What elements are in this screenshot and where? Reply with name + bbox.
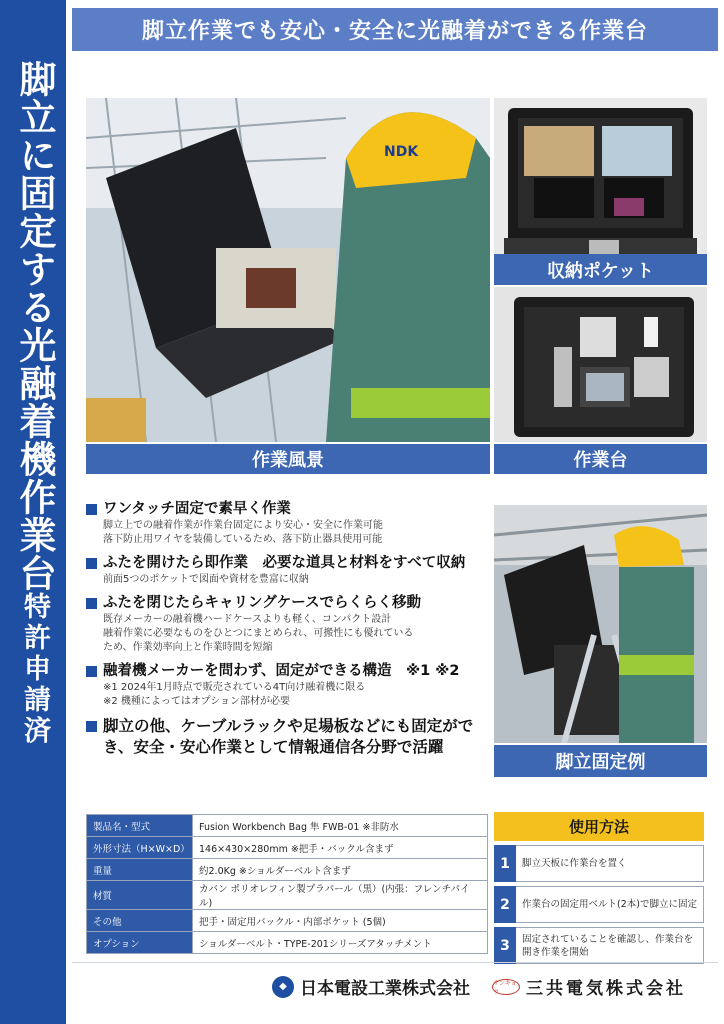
spec-key: 外形寸法（H×W×D） — [87, 837, 193, 859]
spec-value: 約2.0Kg ※ショルダーベルト含まず — [193, 859, 488, 881]
spec-key: 製品名・型式 — [87, 815, 193, 837]
usage-step — [494, 845, 704, 882]
feature-text: 既存メーカーの融着機ハードケースよりも軽く、コンパクト設計 — [103, 614, 392, 625]
spec-value: カバン ポリオレフィン製プラパール（黒）(内張：フレンチパイル) — [193, 881, 488, 910]
ndk-logo-icon: ◆ — [272, 976, 294, 998]
caption-work-table: 作業台 — [494, 444, 707, 474]
caption-storage-pocket: 収納ポケット — [494, 254, 707, 285]
step-text: 固定されていることを確認し、作業台を開き作業を開始 — [516, 927, 704, 964]
feature-item — [86, 662, 486, 709]
caption-work-scene: 作業風景 — [86, 444, 490, 474]
photo-work-table — [494, 287, 707, 442]
footer-divider — [72, 962, 718, 963]
table-row — [87, 859, 488, 881]
spec-value: Fusion Workbench Bag 隼 FWB-01 ※非防水 — [193, 815, 488, 837]
sankyo-logo-icon: サンキョウ — [492, 979, 520, 995]
spec-key: 重量 — [87, 859, 193, 881]
feature-text: 落下防止用ワイヤを装備しているため、落下防止器具使用可能 — [103, 534, 383, 545]
step-text: 作業台の固定用ベルト(2本)で脚立に固定 — [516, 886, 704, 923]
photo-work-scene — [86, 98, 490, 442]
feature-text: 前面5つのポケットで図面や資材を豊富に収納 — [103, 574, 309, 585]
feature-item — [86, 500, 486, 547]
side-subtitle: 特許申請済 — [19, 592, 50, 747]
company-name: 日本電設工業株式会社 — [300, 979, 470, 999]
usage-step — [494, 886, 704, 923]
feature-heading: ふたを閉じたらキャリングケースでらくらく移動 — [103, 595, 421, 611]
usage-step — [494, 927, 704, 964]
spec-key: オプション — [87, 932, 193, 954]
bullet-square-icon — [86, 504, 97, 515]
table-row — [87, 910, 488, 932]
side-band — [0, 0, 66, 1024]
bullet-square-icon — [86, 598, 97, 609]
step-number: 3 — [494, 927, 516, 964]
feature-item — [86, 594, 486, 655]
top-banner: 脚立作業でも安心・安全に光融着ができる作業台 — [72, 8, 718, 51]
caption-ladder-example: 脚立固定例 — [494, 745, 707, 777]
feature-text: 脚立上での融着作業が作業台固定により安心・安全に作業可能 — [103, 520, 383, 531]
feature-list — [86, 500, 486, 765]
company-logo-ndk — [272, 974, 470, 999]
company-logo-sankyo — [492, 974, 686, 999]
bullet-square-icon — [86, 666, 97, 677]
feature-text: ため、作業効率向上と作業時間を短縮 — [103, 642, 273, 653]
step-text: 脚立天板に作業台を置く — [516, 845, 704, 882]
feature-item — [86, 554, 486, 587]
table-row — [87, 881, 488, 910]
table-row — [87, 932, 488, 954]
feature-heading: 融着機メーカーを問わず、固定ができる構造 ※1 ※2 — [103, 663, 460, 679]
step-number: 2 — [494, 886, 516, 923]
spec-key: その他 — [87, 910, 193, 932]
table-row — [87, 815, 488, 837]
feature-heading: 脚立の他、ケーブルラックや足場板などにも固定ができ、安全・安心作業として情報通信各分野で活躍 — [103, 717, 474, 756]
usage-title: 使用方法 — [494, 812, 704, 841]
feature-item — [86, 716, 486, 758]
feature-heading: ふたを開けたら即作業 必要な道具と材料をすべて収納 — [103, 555, 466, 571]
step-number: 1 — [494, 845, 516, 882]
photo-ladder-example — [494, 505, 707, 743]
bullet-square-icon — [86, 721, 97, 732]
spec-value: 把手・固定用バックル・内部ポケット (5個) — [193, 910, 488, 932]
helmet-logo-text: NDK — [384, 144, 419, 160]
feature-text: ※1 2024年1月時点で販売されている4T向け融着機に限る — [103, 682, 366, 693]
spec-value: ショルダーベルト・TYPE-201シリーズアタッチメント — [193, 932, 488, 954]
company-name: 三共電気株式会社 — [526, 979, 686, 999]
usage-panel — [494, 812, 704, 964]
feature-text: ※2 機種によってはオプション部材が必要 — [103, 696, 291, 707]
bullet-square-icon — [86, 558, 97, 569]
table-row — [87, 837, 488, 859]
side-title: 脚立に固定する光融着機作業台 — [13, 60, 56, 592]
feature-text: 融着作業に必要なものをひとつにまとめられ、可搬性にも優れている — [103, 628, 414, 639]
spec-key: 材質 — [87, 881, 193, 910]
spec-table — [86, 814, 488, 954]
feature-heading: ワンタッチ固定で素早く作業 — [103, 501, 291, 517]
spec-value: 146×430×280mm ※把手・バックル含まず — [193, 837, 488, 859]
